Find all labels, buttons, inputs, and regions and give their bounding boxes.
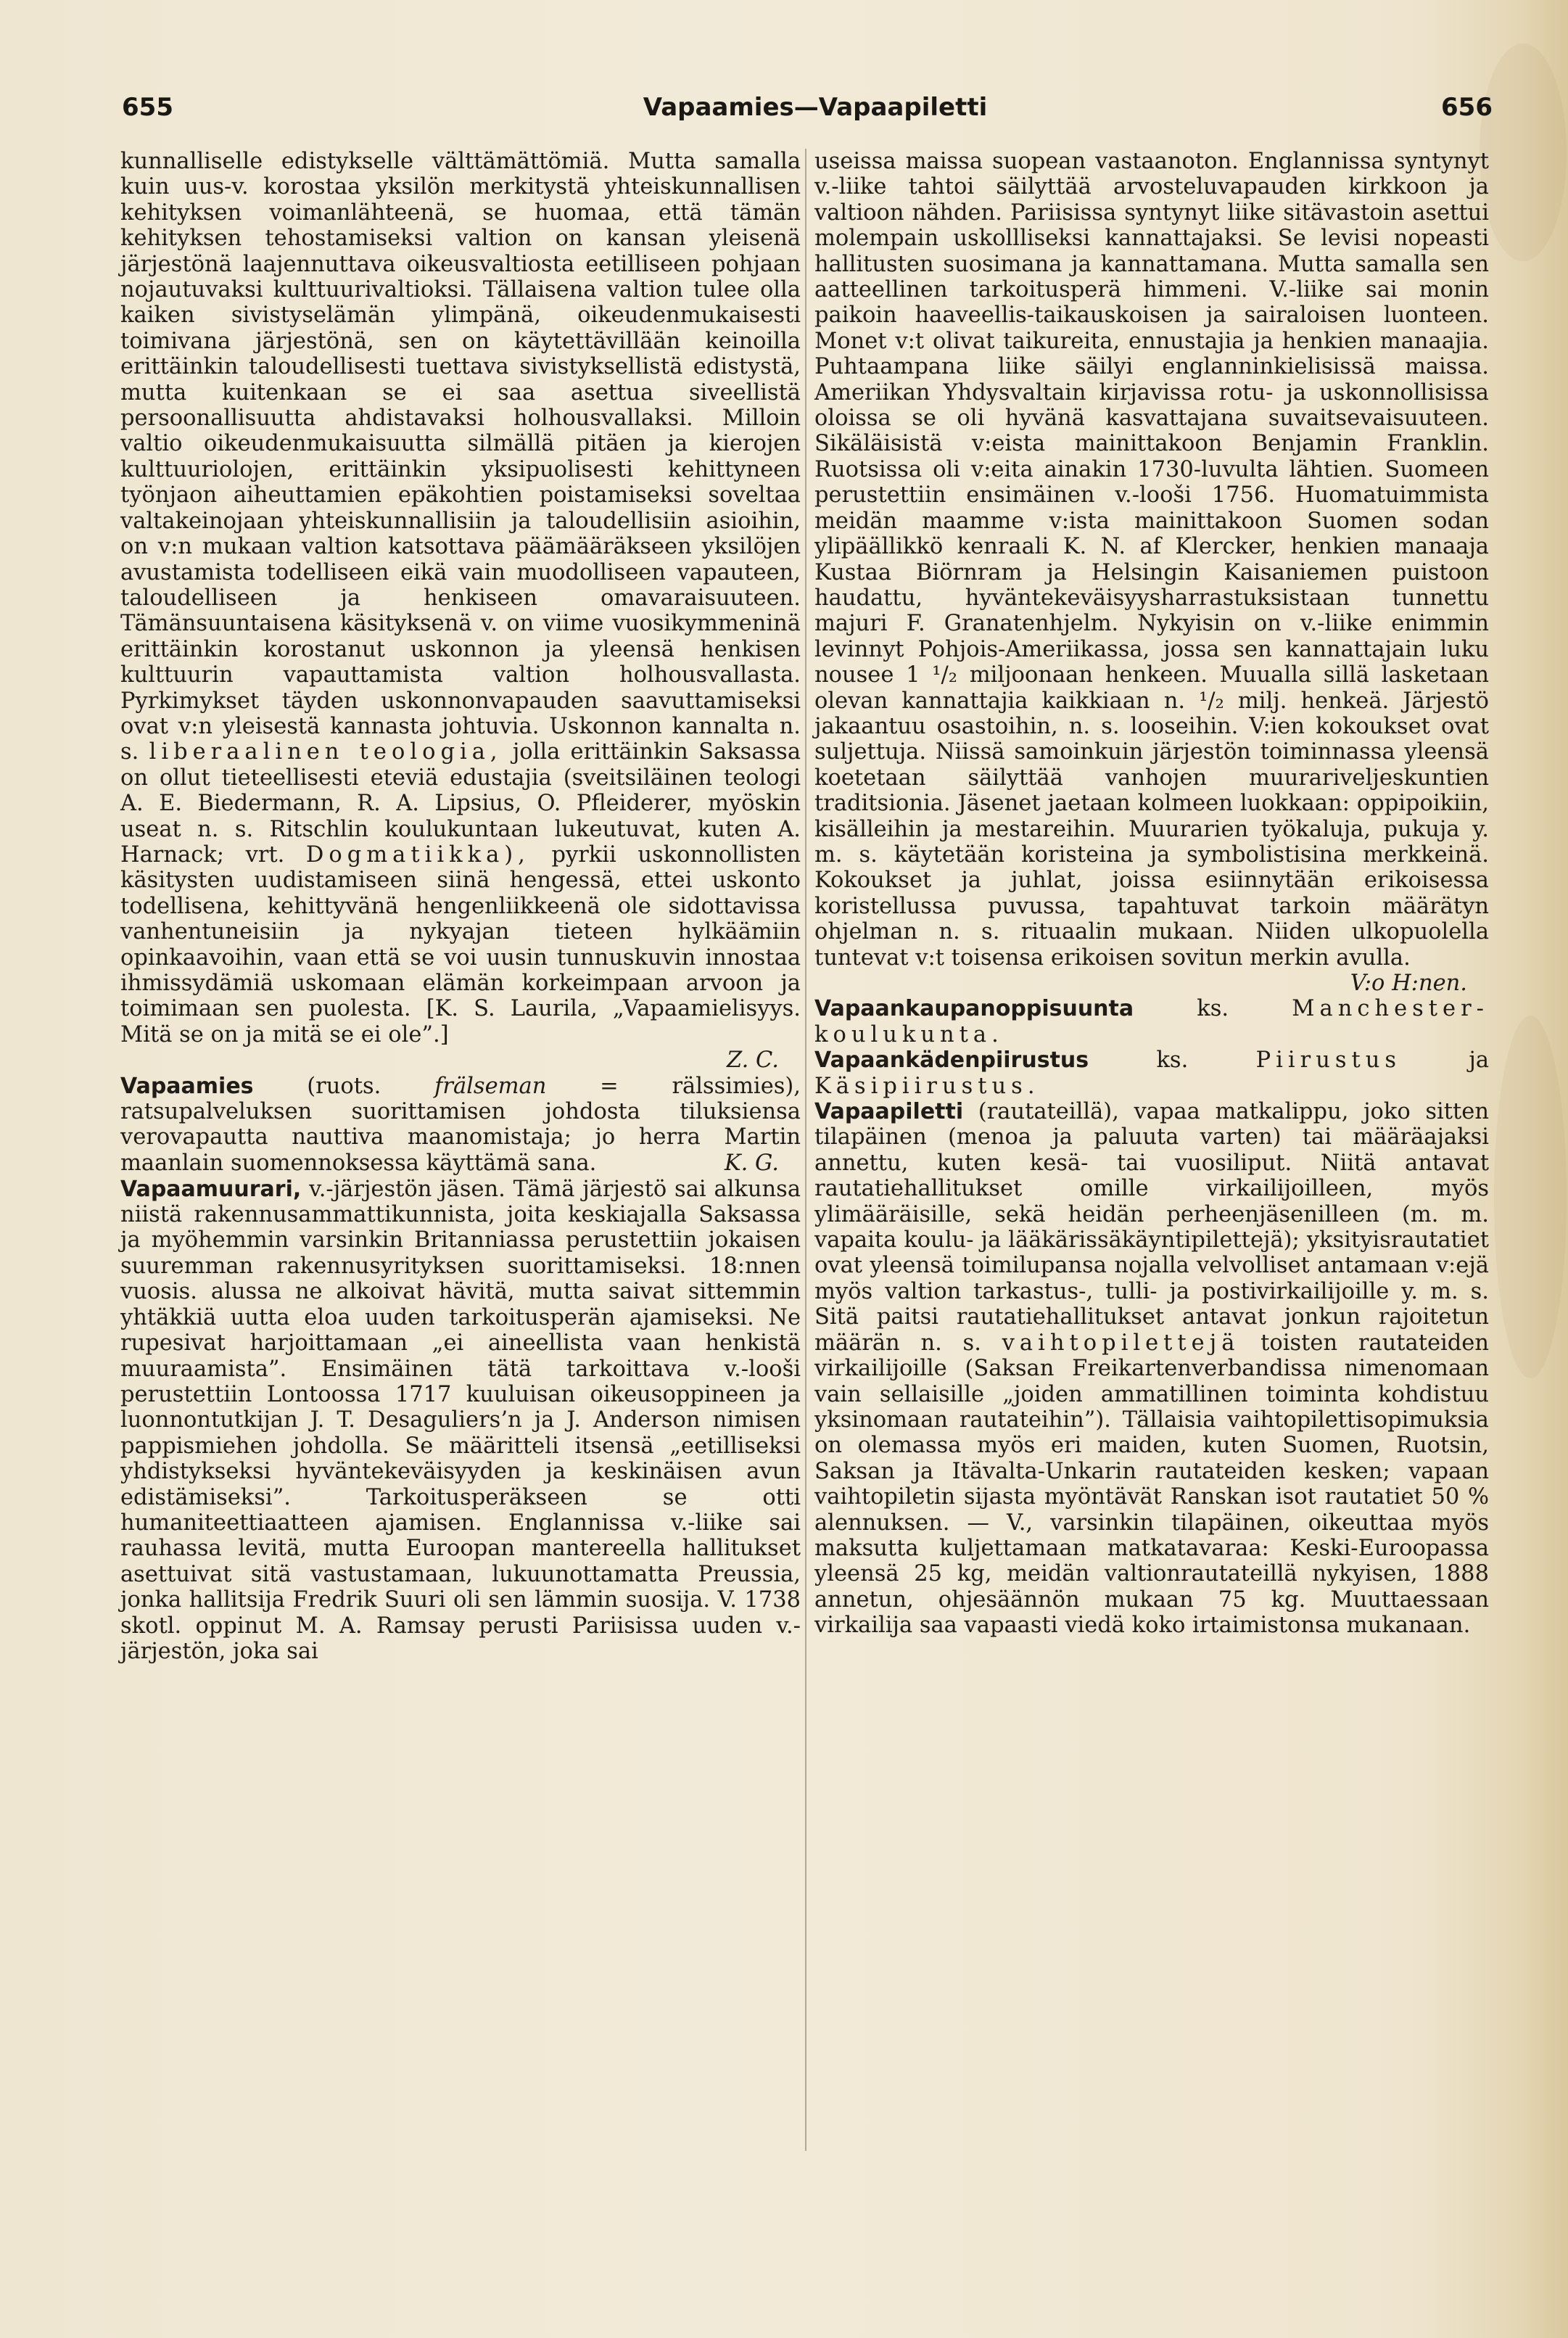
cross-reference: Piirustus: [1255, 1047, 1402, 1074]
author-signature: Z. C.: [727, 1047, 779, 1074]
left-column: [120, 149, 801, 1664]
column-divider: [805, 149, 806, 2151]
headword: Vapaankaupanoppisuunta: [814, 996, 1134, 1022]
cross-reference: Manchester-koulukunta.: [814, 996, 1489, 1047]
running-title: Vapaamies—Vapaapiletti: [643, 93, 988, 122]
page-header: [116, 93, 1514, 125]
author-signature: V:o H:nen.: [1350, 971, 1467, 996]
headword: Vapaamies: [120, 1073, 254, 1099]
cross-reference: Käsipiirustus.: [814, 1073, 1040, 1099]
article-vapaamuurari: Vapaamuurari, v.-järjestön jäsen. Tämä järjestö sai alkunsa niistä rakennusammattikunnista, joita keskiajalla Saksassa ja myöhemmin varsinkin Britanniassa perustettiin jokaisen suuremman rakennusyrityksen suorittamiseksi. 18:nnen vuosis. alussa ne alkoivat hävitä, mutta saivat sittemmin yhtäkkiä uutta eloa uuden tarkoitusperän ajamiseksi. Ne rupesivat harjoittamaan „ei aineellista vaan henkistä muuraamista”. Ensimäinen tätä tarkoittava v.-looši perustettiin Lontoossa 1717 kuuluisan oikeusoppineen ja luonnontutkijan J. T. Desaguliers’n ja J. Anderson nimisen pappismiehen johdolla. Se määritteli itsensä „eetilliseksi yhdistykseksi hyväntekeväisyyden ja keskinäisen avun edistämiseksi”. Tarkoitusperäkseen se otti humaniteettiaatteen ajamisen. Englannissa v.-liike sai rauhassa levitä, mutta Euroopan mantereella hallitukset asettuivat sitä vastustamaan, lukuunottamatta Preussia, jonka hallitsija Fredrik Suuri oli sen lämmin suosija. V. 1738 skotl. oppinut M. A. Ramsay perusti Pariisissa uuden v.-järjestön, joka sai: [120, 1176, 801, 1664]
paper-stain: [1480, 44, 1567, 261]
author-signature: K. G.: [724, 1151, 779, 1177]
headword: Vapaapiletti: [814, 1099, 964, 1125]
article-vapaapiletti: Vapaapiletti (rautateillä), vapaa matkalippu, joko sitten tilapäinen (menoa ja paluuta varten) tai määräajaksi annettu, kuten kesä- tai vuosiliput. Niitä antavat rautatiehallitukset omille virkailijoilleen, myös ylimääräisille, sekä heidän perheenjäsenilleen (m. m. vapaita koulu- ja lääkärissäkäyntipilettejä); yksityisrautatiet ovat yleensä toimilupansa nojalla velvolliset antamaan v:ejä myös valtion tarkastus-, tulli- ja postivirkailijoille y. m. s. Sitä paitsi rautatiehallitukset antavat jonkun rajoitetun määrän n. s. vaihtopilettejä toisten rautateiden virkailijoille (Saksan Freikartenverbandissa nimenomaan vain sellaisille „joiden ammatillinen toiminta kohdistuu yksinomaan rautateihin”). Tällaisia vaihtopilettisopimuksia on olemassa myös eri maiden, kuten Suomen, Ruotsin, Saksan ja Itävalta-Unkarin rautateiden kesken; vapaan vaihtopiletin sijasta myöntävät Ranskan isot rautatiet 50 % alennuksen. — V., varsinkin tilapäinen, oikeuttaa myös maksutta kuljettamaan matkatavaraa: Keski-Euroopassa yleensä 25 kg, meidän valtionrautateillä nykyisen, 1888 annetun, ohjesäännön mukaan 75 kg. Muuttaessaan virkailija saa vapaasti viedä koko irtaimistonsa mukanaan.: [814, 1099, 1489, 1639]
right-column: [814, 149, 1489, 1639]
page-number-right: 656: [1441, 93, 1493, 122]
article-vapaamies: Vapaamies (ruots. frälseman = rälssimies), ratsupalveluksen suorittamisen johdosta tiluksiensa verovapautta nauttiva maanomistaja; jo herra Martin maanlain suomennoksessa käyttämä sana.: [120, 1073, 801, 1176]
headword: Vapaankädenpiirustus: [814, 1047, 1089, 1074]
paper-stain: [1494, 1016, 1567, 1378]
article-vapaankadenpiirustus: Vapaankädenpiirustus ks. Piirustus ja Käsipiirustus.: [814, 1047, 1490, 1099]
page-number-left: 655: [122, 93, 173, 122]
article-vapaankaupanoppisuunta: Vapaankaupanoppisuunta ks. Manchester-koulukunta.: [814, 996, 1489, 1047]
article-vapaamielisyys-continued: kunnalliselle edistykselle välttämättömiä. Mutta samalla kuin uus-v. korostaa yksilön merkitystä yhteiskunnallisen kehityksen voimanlähteenä, se huomaa, että tämän kehityksen tehostamiseksi valtion on kansan yleisenä järjestönä laajennuttava oikeusvaltiosta eetilliseen pohjaan nojautuvaksi kulttuurivaltioksi. Tällaisena valtion tulee olla kaiken sivistyselämän ylimpänä, oikeudenmukaisesti toimivana järjestönä, sen on käytettävillään keinoilla erittäinkin taloudellisesti tuettava sivistyksellistä edistystä, mutta kuitenkaan se ei saa asettua siveellistä persoonallisuutta ahdistavaksi holhousvallaksi. Milloin valtio oikeudenmukaisuutta silmällä pitäen ja kierojen kulttuuriolojen, erittäinkin yksipuolisesti kehittyneen työnjaon aiheuttamien epäkohtien poistamiseksi soveltaa valtakeinojaan yhteiskunnallisiin ja taloudellisiin asioihin, on v:n mukaan valtion katsottava päämääräkseen yksilöjen avustamista todelliseen eikä vain muodolliseen vapauteen, taloudelliseen ja henkiseen omavaraisuuteen. Tämänsuuntaisena käsityksenä v. on viime vuosikymmeninä erittäinkin korostanut uskonnon ja yleensä henkisen kulttuurin vapauttamista valtion holhousvallasta. Pyrkimykset täyden uskonnonvapauden saavuttamiseksi ovat v:n yleisestä kannasta johtuvia. Uskonnon kannalta n. s. liberaalinen teologia, jolla erittäinkin Saksassa on ollut tieteellisesti eteviä edustajia (sveitsiläinen teologi A. E. Biedermann, R. A. Lipsius, O. Pfleiderer, myöskin useat n. s. Ritschlin koulukuntaan lukeutuvat, kuten A. Harnack; vrt. Dogmatiikka), pyrkii uskonnollisten käsitysten uudistamiseen siinä hengessä, ettei uskonto todellisena, kehittyvänä hengenliikkeenä ole sidottavissa vanhentuneisiin ja nykyajan tieteen hylkäämiin opinkaavoihin, vaan että se voi uusin tunnuskuvin innostaa ihmissydämiä uskomaan elämän korkeimpaan arvoon ja toimimaan sen puolesta. [K. S. Laurila, „Vapaamielisyys. Mitä se on ja mitä se ei ole”.]: [120, 149, 801, 1047]
headword: Vapaamuurari,: [120, 1176, 302, 1202]
article-vapaamuurari-continued: useissa maissa suopean vastaanoton. Englannissa syntynyt v.-liike tahtoi säilyttää arvosteluvapauden kirkkoon ja valtioon nähden. Pariisissa syntynyt liike sitävastoin asettui molempain uskollliseksi kannattajaksi. Se levisi nopeasti hallitusten suosimana ja kannattamana. Mutta samalla sen aatteellinen tarkoitusperä himmeni. V.-liike sai monin paikoin haaveellis-taikauskoisen ja sairaloisen luonteen. Monet v:t olivat taikureita, ennustajia ja henkien manaajia. Puhtaampana liike säilyi englanninkielisissä maissa. Ameriikan Yhdysvaltain kirjavissa rotu- ja uskonnollisissa oloissa se oli hyvänä kasvattajana suvaitsevaisuuteen. Sikäläisistä v:eista mainittakoon Benjamin Franklin. Ruotsissa oli v:eita ainakin 1730-luvulta lähtien. Suomeen perustettiin ensimäinen v.-looši 1756. Huomatuimmista meidän maamme v:ista mainittakoon Suomen sodan ylipäällikkö kenraali K. N. af Klercker, henkien manaaja Kustaa Biörnram ja Helsingin Kaisaniemen puistoon haudattu, hyväntekeväisyysharrastuksistaan tunnettu majuri F. Granatenhjelm. Nykyisin on v.-liike enimmin levinnyt Pohjois-Ameriikassa, jossa sen kannattajain luku nousee 1 ¹/₂ miljoonaan henkeen. Muualla sillä lasketaan olevan kannattajia kaikkiaan n. ¹/₂ milj. henkeä. Järjestö jakaantuu osastoihin, n. s. looseihin. V:ien kokoukset ovat suljettuja. Niissä samoinkuin järjestön toiminnassa yleensä koetetaan säilyttää vanhojen muurariveljeskuntien traditsioniа. Jäsenet jaetaan kolmeen luokkaan: oppipoikiin, kisälleihin ja mestareihin. Muurarien työkaluja, pukuja y. m. s. käytetään koristeina ja symbolistisina merkkeinä. Kokoukset ja juhlat, joissa esiinnytään erikoisessa koristellussa puvussa, tapahtuvat tarkoin määrätyn ohjelman n. s. rituaalin mukaan. Niiden ulkopuolella tuntevat v:t toisensa erikoisen sovitun merkin avulla.: [814, 149, 1489, 971]
